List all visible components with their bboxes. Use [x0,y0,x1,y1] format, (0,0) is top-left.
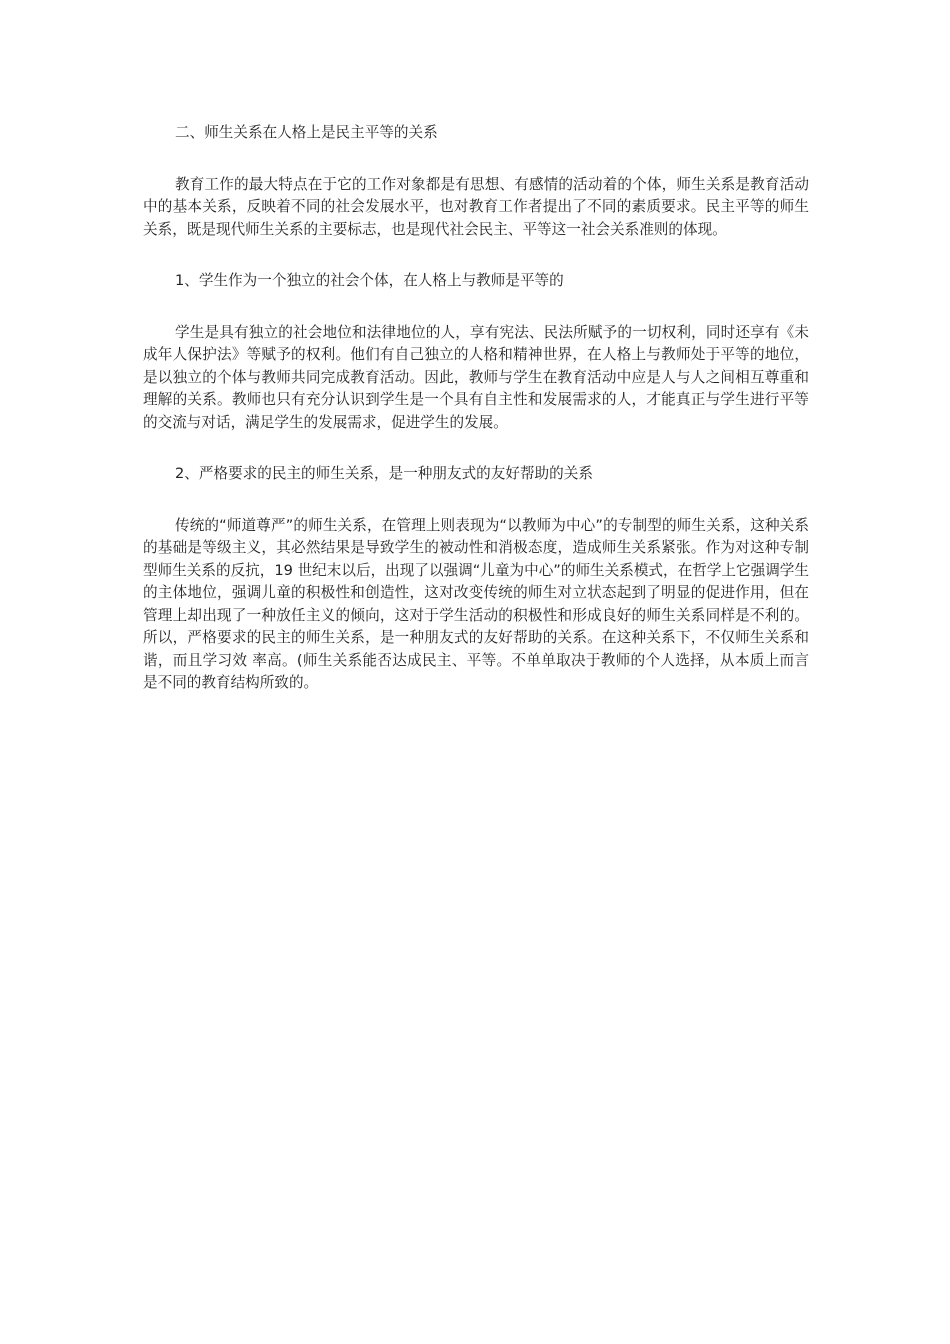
spacer [143,293,809,322]
spacer [143,241,809,270]
section-title: 二、师生关系在人格上是民主平等的关系 [175,124,438,141]
point1-heading: 1、学生作为一个独立的社会个体，在人格上与教师是平等的 [175,272,564,289]
point2-heading: 2、严格要求的民主的师生关系，是一种朋友式的友好帮助的关系 [175,465,593,482]
spacer [143,434,809,463]
document-body [143,122,809,695]
intro-paragraph: 教育工作的最大特点在于它的工作对象都是有思想、有感情的活动着的个体，师生关系是教育活动中的基本关系，反映着不同的社会发展水平，也对教育工作者提出了不同的素质要求。民主平等的师生关系，既是现代师生关系的主要标志，也是现代社会民主、平等这一社会关系准则的体现。 [143,175,809,238]
point1-paragraph: 学生是具有独立的社会地位和法律地位的人，享有宪法、民法所赋予的一切权利，同时还享有《未成年人保护法》等赋予的权利。他们有自己独立的人格和精神世界，在人格上与教师处于平等的地位，是以独立的个体与教师共同完成教育活动。因此，教师与学生在教育活动中应是人与人之间相互尊重和理解的关系。教师也只有充分认识到学生是一个具有自主性和发展需求的人，才能真正与学生进行平等的交流与对话，满足学生的发展需求，促进学生的发展。 [143,323,809,431]
point2-paragraph: 传统的“师道尊严”的师生关系，在管理上则表现为“以教师为中心”的专制型的师生关系，这种关系的基础是等级主义，其必然结果是导致学生的被动性和消极态度，造成师生关系紧张。作为对这种专制型师生关系的反抗，19 世纪末以后，出现了以强调“儿童为中心”的师生关系模式，在哲学上它强调学生的主体地位，强调儿童的积极性和创造性，这对改变传统的师生对立状态起到了明显的促进作用，但在管理上却出现了一种放任主义的倾向，这对于学生活动的积极性和形成良好的师生关系同样是不利的。所以，严格要求的民主的师生关系，是一种朋友式的友好帮助的关系。在这种关系下，不仅师生关系和谐，而且学习效 率高。(师生关系能否达成民主、平等。不单单取决于教师的个人选择，从本质上而言是不同的教育结构所致的。 [143,516,809,691]
spacer [143,145,809,174]
spacer [143,486,809,515]
